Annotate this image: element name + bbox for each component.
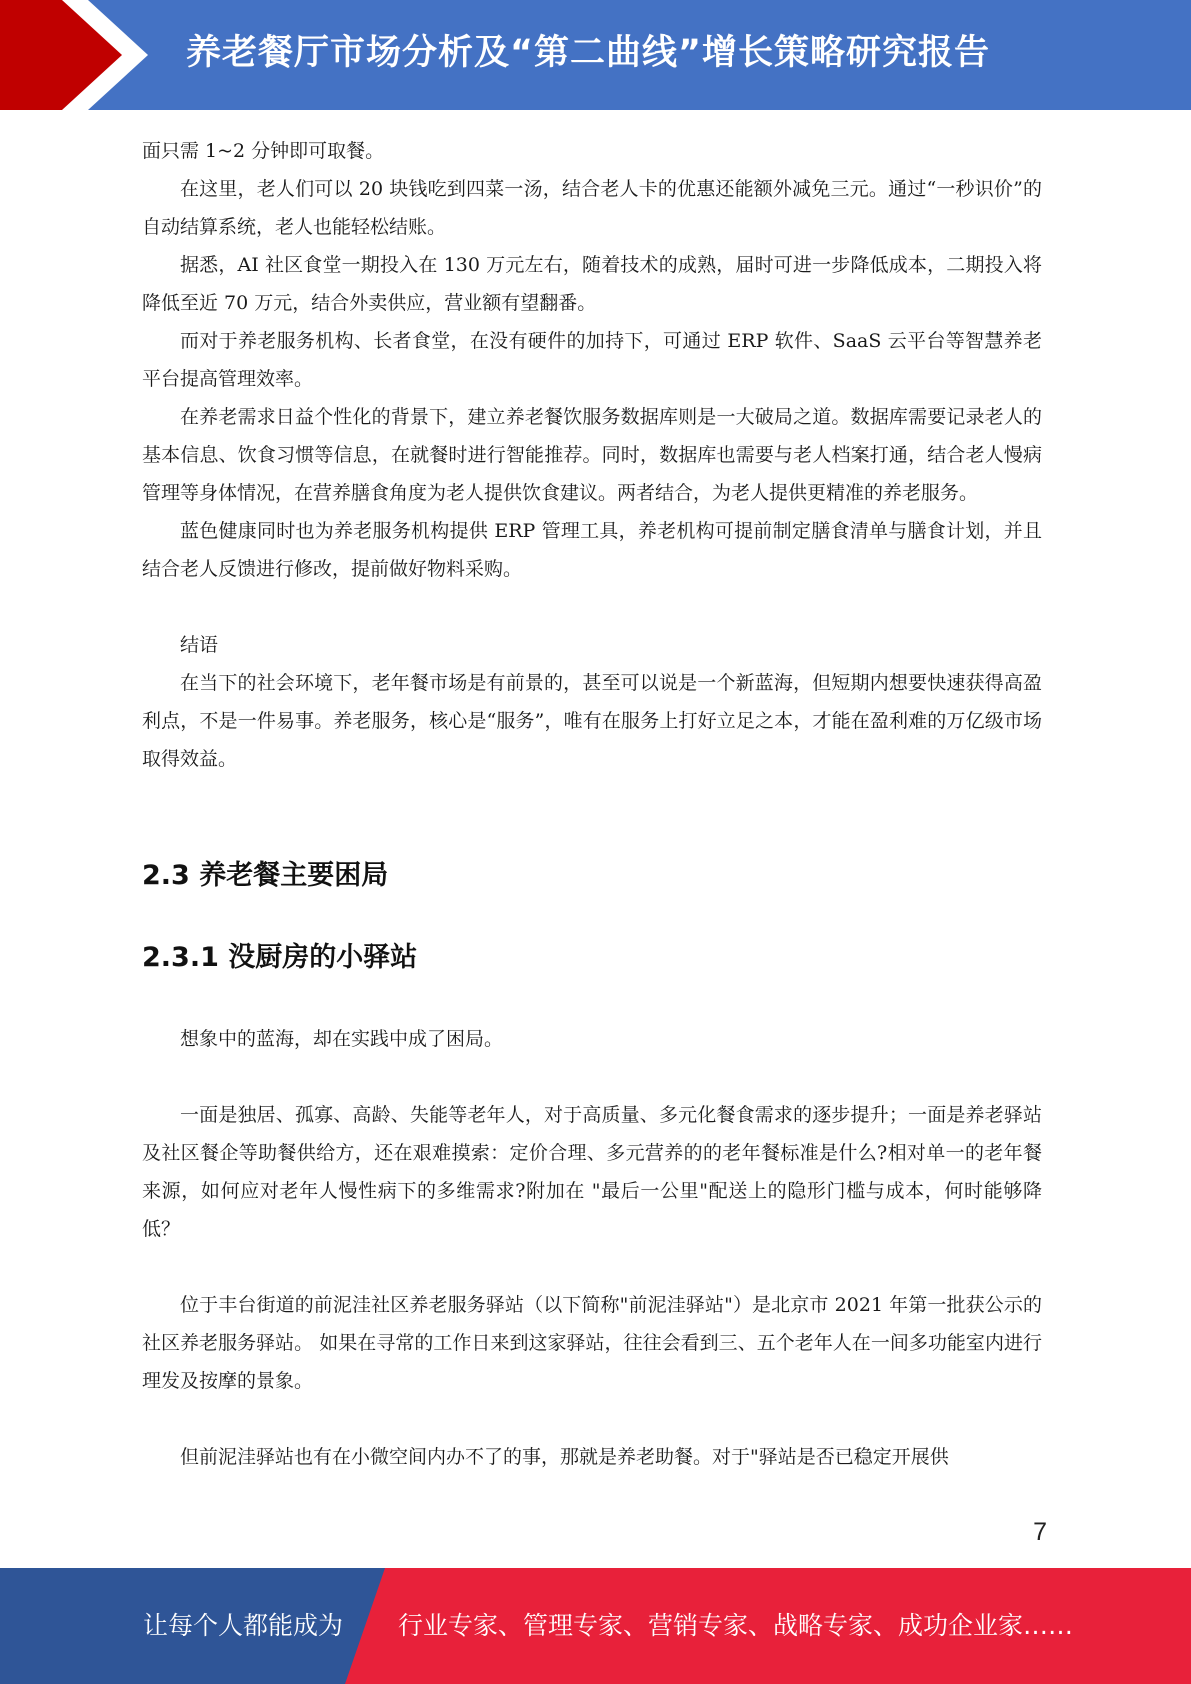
paragraph: 在当下的社会环境下，老年餐市场是有前景的，甚至可以说是一个新蓝海，但短期内想要快速获得高盈利点，不是一件易事。养老服务，核心是“服务”，唯有在服务上打好立足之本，才能在盈利难的万亿级市场取得效益。: [142, 672, 1042, 770]
report-title: 养老餐厅市场分析及“第二曲线”增长策略研究报告: [186, 33, 991, 73]
subsection-heading: 2.3.1 没厨房的小驿站: [142, 942, 418, 973]
page-header: [0, 0, 1191, 110]
paragraph: 但前泥洼驿站也有在小微空间内办不了的事，那就是养老助餐。对于"驿站是否已稳定开展供: [180, 1446, 949, 1468]
conclusion-label: 结语: [180, 634, 219, 656]
section-heading: 2.3 养老餐主要困局: [142, 860, 389, 891]
page-content: [142, 132, 1042, 1476]
footer-slogan-left: 让每个人都能成为: [143, 1611, 344, 1640]
paragraph: 想象中的蓝海，却在实践中成了困局。: [180, 1028, 504, 1050]
footer-slogan-right: 行业专家、管理专家、营销专家、战略专家、成功企业家……: [398, 1611, 1074, 1640]
paragraph: 据悉，AI 社区食堂一期投入在 130 万元左右，随着技术的成熟，届时可进一步降低成本，二期投入将降低至近 70 万元，结合外卖供应，营业额有望翻番。: [142, 254, 1042, 314]
page-footer: [0, 1568, 1191, 1684]
paragraph: 而对于养老服务机构、长者食堂，在没有硬件的加持下，可通过 ERP 软件、SaaS 云平台等智慧养老平台提高管理效率。: [142, 330, 1042, 390]
paragraph: 在养老需求日益个性化的背景下，建立养老餐饮服务数据库则是一大破局之道。数据库需要记录老人的基本信息、饮食习惯等信息，在就餐时进行智能推荐。同时，数据库也需要与老人档案打通，结合老人慢病管理等身体情况，在营养膳食角度为老人提供饮食建议。两者结合，为老人提供更精准的养老服务。: [142, 406, 1042, 504]
paragraph: 在这里，老人们可以 20 块钱吃到四菜一汤，结合老人卡的优惠还能额外减免三元。通过“一秒识价”的自动结算系统，老人也能轻松结账。: [142, 178, 1042, 238]
page-number: 7: [1033, 1518, 1047, 1546]
paragraph: 位于丰台街道的前泥洼社区养老服务驿站（以下简称"前泥洼驿站"）是北京市 2021 年第一批获公示的社区养老服务驿站。 如果在寻常的工作日来到这家驿站，往往会看到三、五个老年人在一间多功能室内进行理发及按摩的景象。: [142, 1294, 1042, 1392]
header-chevron-decoration: [0, 0, 160, 110]
paragraph: 蓝色健康同时也为养老服务机构提供 ERP 管理工具，养老机构可提前制定膳食清单与膳食计划，并且结合老人反馈进行修改，提前做好物料采购。: [142, 520, 1042, 580]
paragraph: 面只需 1~2 分钟即可取餐。: [142, 140, 385, 162]
paragraph: 一面是独居、孤寡、高龄、失能等老年人，对于高质量、多元化餐食需求的逐步提升；一面是养老驿站及社区餐企等助餐供给方，还在艰难摸索：定价合理、多元营养的的老年餐标准是什么?相对单一的老年餐来源，如何应对老年人慢性病下的多维需求?附加在 "最后一公里"配送上的隐形门槛与成本，何时能够降低？: [142, 1104, 1042, 1240]
